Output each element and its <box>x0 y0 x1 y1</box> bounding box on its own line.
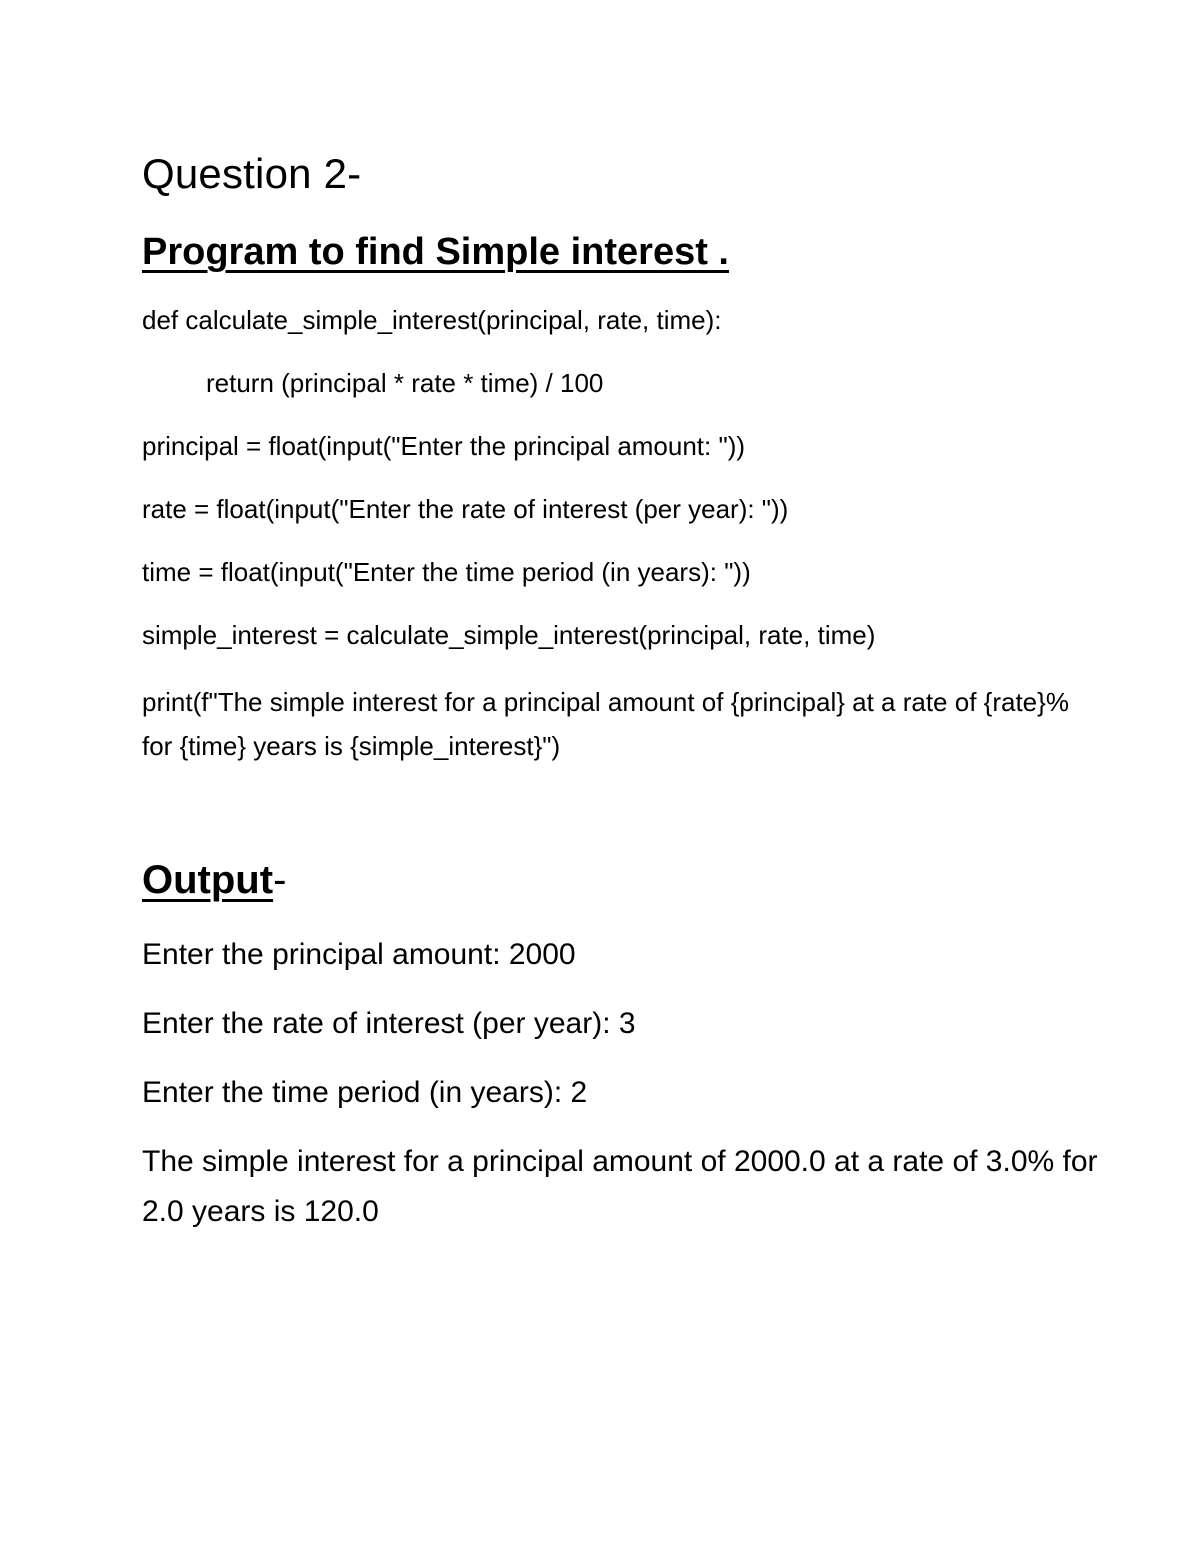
output-line-time: Enter the time period (in years): 2 <box>142 1076 588 1109</box>
code-line-rate-input: rate = float(input("Enter the rate of interest (per year): ")) <box>142 494 789 524</box>
code-block <box>142 302 1102 768</box>
output-heading <box>142 854 1102 906</box>
code-line-principal-input: principal = float(input("Enter the principal amount: ")) <box>142 431 746 461</box>
output-heading-suffix: - <box>273 858 287 902</box>
document-content <box>142 148 1106 1237</box>
output-heading-text: Output <box>142 858 274 902</box>
output-line-principal: Enter the principal amount: 2000 <box>142 938 576 971</box>
code-line-print: print(f"The simple interest for a principal amount of {principal} at a rate of {rate}% for {time} years is {simple_interest}") <box>142 687 1077 761</box>
code-line-calculate-call: simple_interest = calculate_simple_interest(principal, rate, time) <box>142 620 876 650</box>
output-line-rate: Enter the rate of interest (per year): 3 <box>142 1007 636 1040</box>
code-line-function-def: def calculate_simple_interest(principal, rate, time): <box>142 305 722 335</box>
code-line-return: return (principal * rate * time) / 100 <box>206 368 604 398</box>
code-line-time-input: time = float(input("Enter the time period (in years): ")) <box>142 557 751 587</box>
program-title: Program to find Simple interest . <box>142 231 729 273</box>
output-line-result: The simple interest for a principal amount of 2000.0 at a rate of 3.0% for 2.0 years is 120.0 <box>142 1145 1106 1228</box>
question-heading: Question 2- <box>142 150 362 197</box>
output-block <box>142 930 1106 1237</box>
